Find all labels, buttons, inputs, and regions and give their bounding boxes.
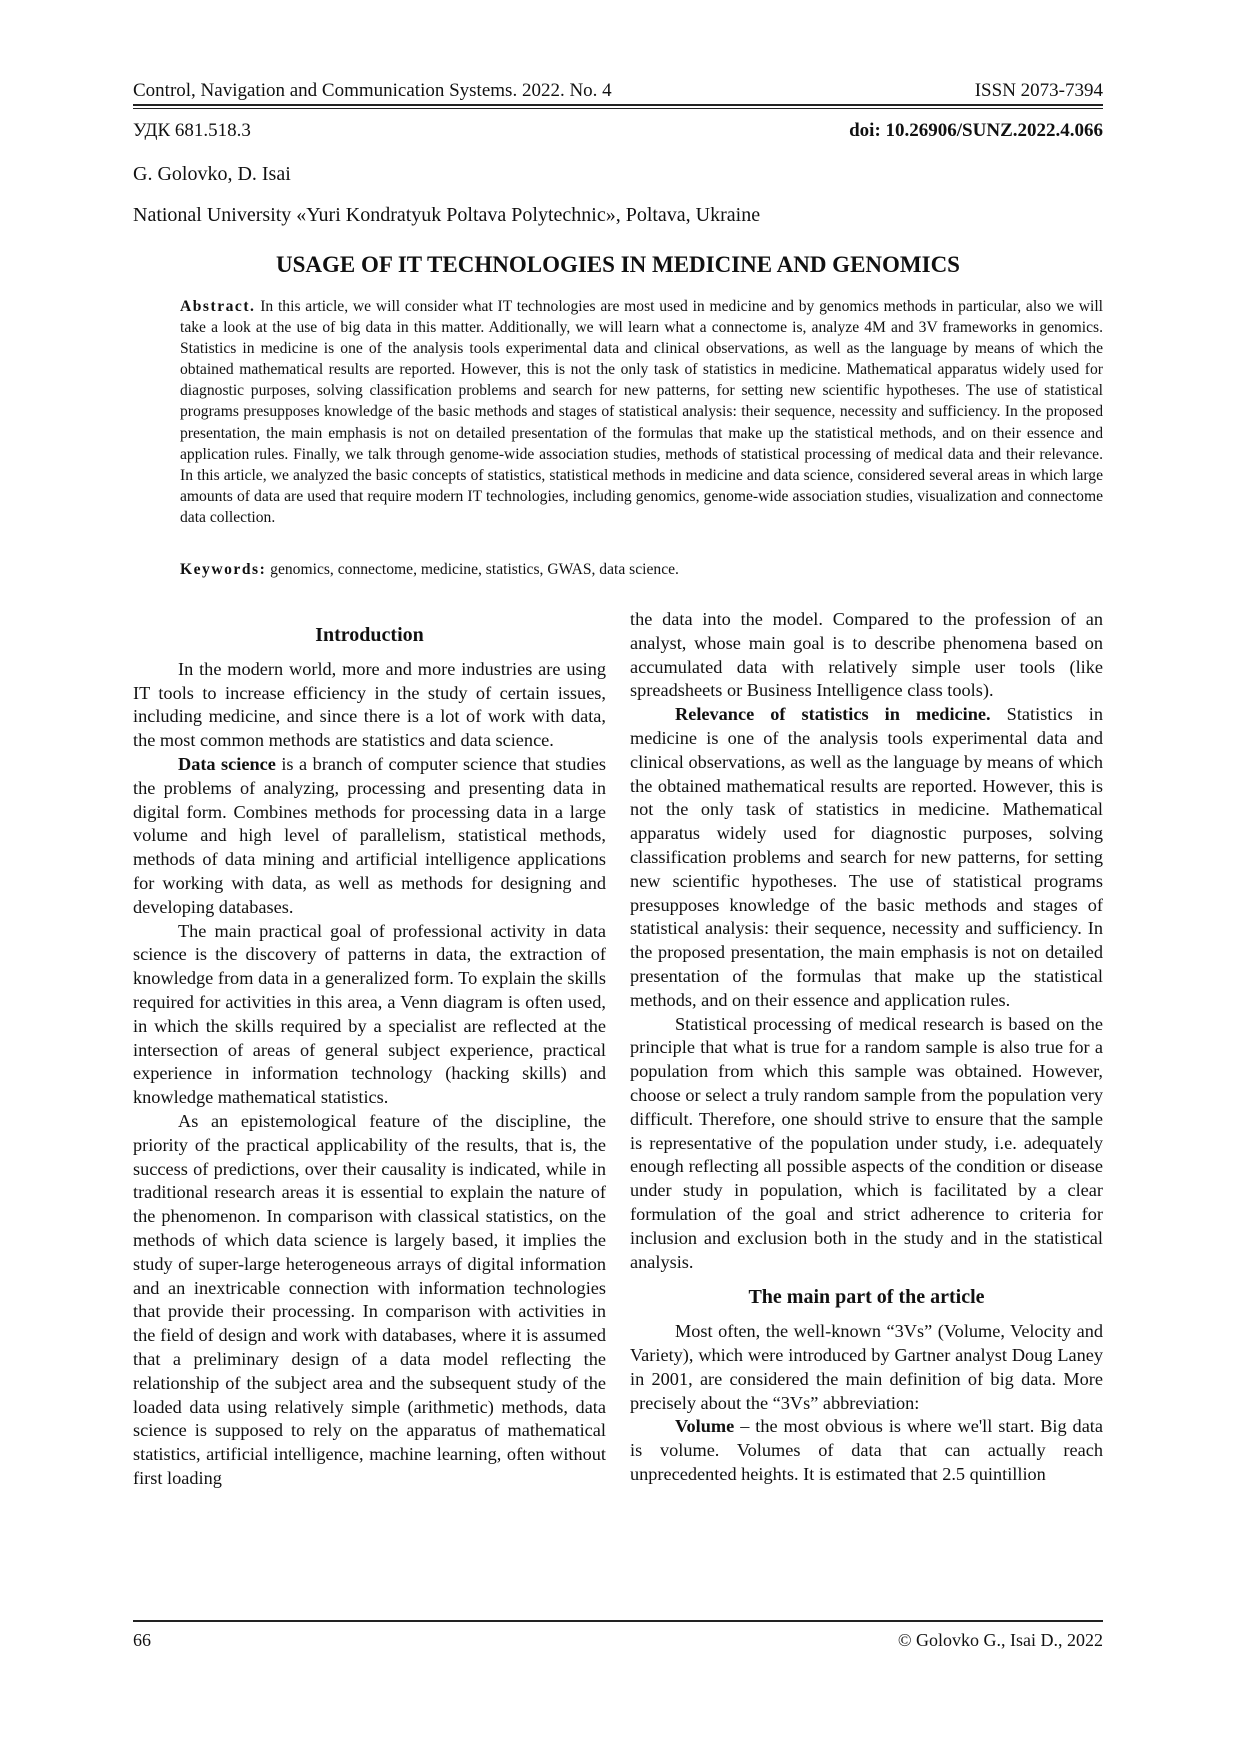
authors: G. Golovko, D. Isai: [133, 163, 291, 185]
doi-link[interactable]: doi: 10.26906/SUNZ.2022.4.066: [849, 120, 1103, 141]
page-footer: [133, 1630, 1103, 1651]
paragraph: Volume – the most obvious is where we'll start. Big data is volume. Volumes of data that can actually reach unprecedented heights. It is estimated that 2.5 quintillion: [630, 1416, 1103, 1484]
abstract-text: In this article, we will consider what IT technologies are most used in medicine and by genomics methods in particular, also we will take a look at the use of big data in this matter. Additionally, we will learn what a connectome is, analyze 4M and 3V frameworks in genomics. Statistics in medicine is one of the analysis tools experimental data and clinical observations, as well as the language by means of which the obtained mathematical results are reported. However, this is not the only task of statistics in medicine. Mathematical apparatus widely used for diagnostic purposes, solving classification problems and search for new patterns, for setting new scientific hypotheses. The use of statistical programs presupposes knowledge of the basic methods and stages of statistical analysis: their sequence, necessity and sufficiency. In the proposed presentation, the main emphasis is not on detailed presentation of the formulas that make up the statistical methods, and on their essence and application rules. Finally, we talk through genome-wide association studies, methods of statistical processing of medical data and their relevance. In this article, we analyzed the basic concepts of statistics, statistical methods in medicine and data science, considered several areas in which large amounts of data are used that require modern IT technologies, including genomics, genome-wide association studies, visualization and connectome data collection.: [180, 298, 1103, 526]
keywords-label: Keywords:: [180, 561, 267, 578]
paragraph: In the modern world, more and more industries are using IT tools to increase efficiency in the study of certain issues, including medicine, and since there is a lot of work with data, the most common methods are statistics and data science.: [133, 658, 606, 751]
udc-code: УДК 681.518.3: [133, 120, 251, 141]
left-column: [133, 610, 606, 1491]
abstract: [180, 296, 1103, 528]
paragraph: Most often, the well-known “3Vs” (Volume, Velocity and Variety), which were introduced by Gartner analyst Doug Laney in 2001, are considered the main definition of big data. More precisely about the “3Vs” abbreviation:: [630, 1321, 1103, 1413]
section-heading-introduction: Introduction: [315, 624, 424, 646]
paragraph: Statistical processing of medical research is based on the principle that what is true for a random sample is also true for a population from which this sample was obtained. However, choose or select a truly random sample from the population very difficult. Therefore, one should strive to ensure that the sample is representative of the population under study, i.e. adequately enough reflecting all possible aspects of the condition or disease under study in population, which is facilitated by a clear formulation of the goal and strict adherence to criteria for inclusion and exclusion both in the study and in the statistical analysis.: [630, 1013, 1103, 1272]
issn: ISSN 2073-7394: [974, 80, 1103, 101]
paragraph: Relevance of statistics in medicine. Statistics in medicine is one of the analysis tools experimental data and clinical observations, as well as the language by means of which the obtained mathematical results are reported. However, this is not the only task of statistics in medicine. Mathematical apparatus widely used for diagnostic purposes, solving classification problems and search for new patterns, for setting new scientific hypotheses. The use of statistical programs presupposes knowledge of the basic methods and stages of statistical analysis: their sequence, necessity and sufficiency. In the proposed presentation, the main emphasis is not on detailed presentation of the formulas that make up the statistical methods, and on their essence and application rules.: [630, 704, 1103, 1010]
running-head: [133, 80, 1103, 102]
header-rule: [133, 104, 1103, 106]
right-column: [630, 608, 1103, 1487]
term-bold: Data science: [178, 753, 276, 774]
term-bold: Volume: [675, 1416, 735, 1437]
paragraph: As an epistemological feature of the discipline, the priority of the practical applicability of the results, that is, the success of predictions, over their causality is indicated, while in traditional research areas it is essential to explain the nature of the phenomenon. In comparison with classical statistics, on the methods of which data science is largely based, it implies the study of super-large heterogeneous arrays of digital information and an inextricable connection with information technologies that provide their processing. In comparison with activities in the field of design and work with databases, where it is assumed that a preliminary design of a data model reflecting the relationship of the subject area and the subsequent study of the loaded data using relatively simple (arithmetic) methods, data science is supposed to rely on the apparatus of mathematical statistics, artificial intelligence, machine learning, often without first loading: [133, 1110, 606, 1488]
paragraph: Data science is a branch of computer science that studies the problems of analyzing, processing and presenting data in digital form. Combines methods for processing data in a large volume and high level of parallelism, statistical methods, methods of data mining and artificial intelligence applications for working with data, as well as methods for designing and developing databases.: [133, 753, 606, 917]
header-rule-thin: [133, 108, 1103, 109]
abstract-label: Abstract.: [180, 298, 256, 315]
paper-title: USAGE OF IT TECHNOLOGIES IN MEDICINE AND GENOMICS: [276, 252, 960, 277]
term-bold: Relevance of statistics in medicine.: [675, 704, 991, 725]
section-heading-main-part: The main part of the article: [748, 1286, 985, 1309]
journal-name: Control, Navigation and Communication Systems. 2022. No. 4: [133, 80, 612, 101]
keywords: [180, 561, 1103, 579]
paragraph-continued: the data into the model. Compared to the profession of an analyst, whose main goal is to describe phenomena based on accumulated data with relatively simple user tools (like spreadsheets or Business Intelligence class tools).: [630, 609, 1103, 701]
keywords-text: genomics, connectome, medicine, statistics, GWAS, data science.: [270, 561, 679, 578]
paragraph: The main practical goal of professional activity in data science is the discovery of patterns in data, the extraction of knowledge from data in a generalized form. To explain the skills required for activities in this area, a Venn diagram is often used, in which the skills required by a specialist are reflected at the intersection of areas of general subject experience, practical experience in information technology (hacking skills) and knowledge mathematical statistics.: [133, 920, 606, 1108]
footer-rule: [133, 1620, 1103, 1622]
copyright: © Golovko G., Isai D., 2022: [897, 1630, 1103, 1650]
affiliation: National University «Yuri Kondratyuk Poltava Polytechnic», Poltava, Ukraine: [133, 204, 761, 226]
udc-doi-row: [133, 120, 1103, 142]
page-number: 66: [133, 1630, 151, 1650]
